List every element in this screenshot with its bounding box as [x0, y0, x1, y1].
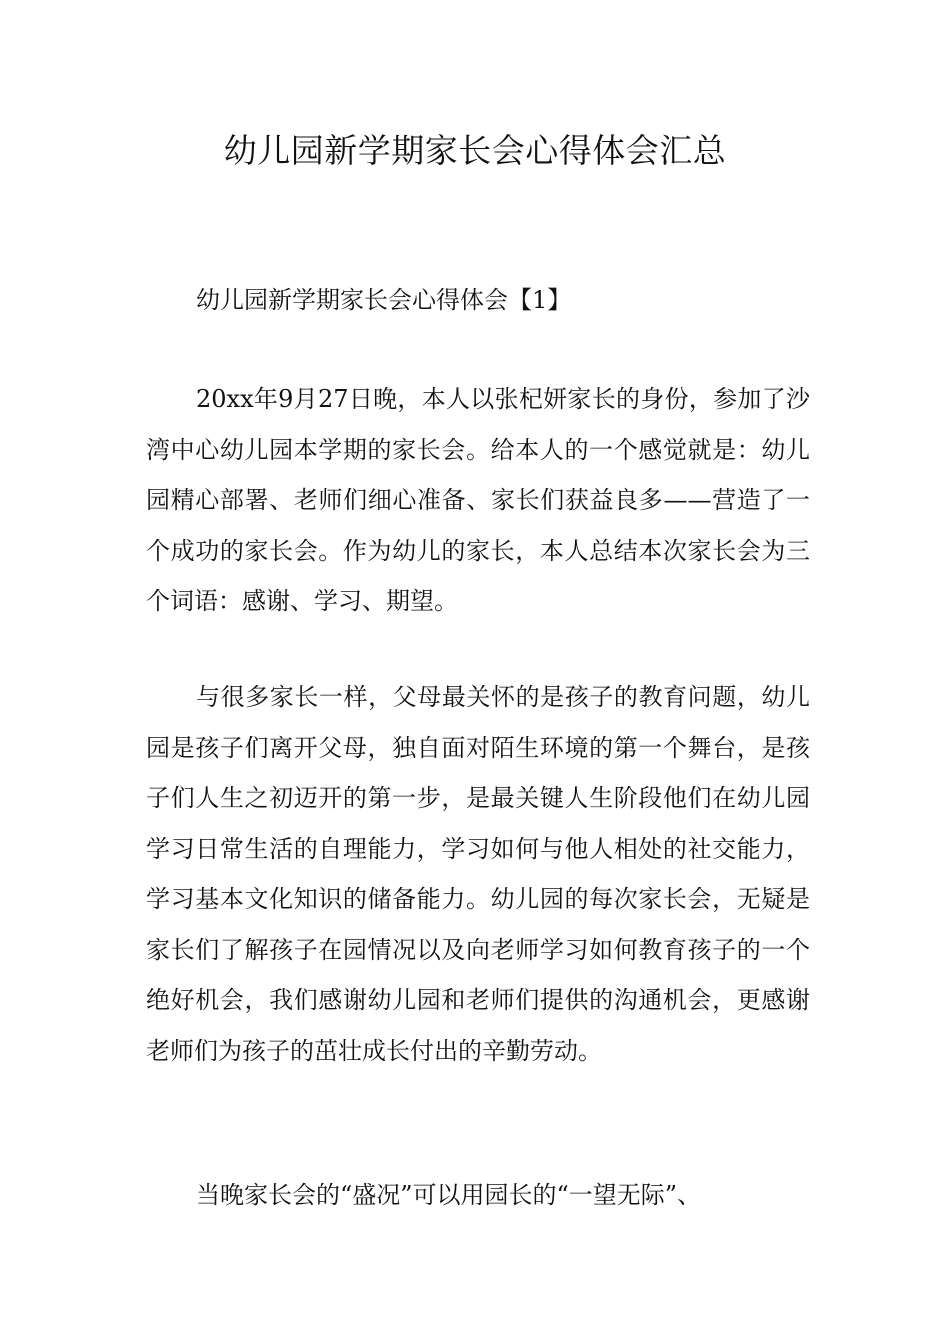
- paragraph-1: 20xx年9月27日晚，本人以张杞妍家长的身份，参加了沙湾中心幼儿园本学期的家长会。给本人的一个感觉就是：幼儿园精心部署、老师们细心准备、家长们获益良多——营造了一个成功的家长会。作为幼儿的家长，本人总结本次家长会为三个词语：感谢、学习、期望。: [146, 385, 810, 615]
- paragraph-3: 当晚家长会的“盛况”可以用园长的“一望无际”、: [196, 1181, 702, 1209]
- paragraph-2: 与很多家长一样，父母最关怀的是孩子的教育问题，幼儿园是孩子们离开父母，独自面对陌生环境的第一个舞台，是孩子们人生之初迈开的第一步，是最关键人生阶段他们在幼儿园学习日常生活的自理能力，学习如何与他人相处的社交能力，学习基本文化知识的储备能力。幼儿园的每次家长会，无疑是家长们了解孩子在园情况以及向老师学习如何教育孩子的一个绝好机会，我们感谢幼儿园和老师们提供的沟通机会，更感谢老师们为孩子的茁壮成长付出的辛勤劳动。: [146, 683, 810, 1065]
- document-title: 幼儿园新学期家长会心得体会汇总: [223, 131, 727, 170]
- section-heading: 幼儿园新学期家长会心得体会【1】: [196, 286, 572, 314]
